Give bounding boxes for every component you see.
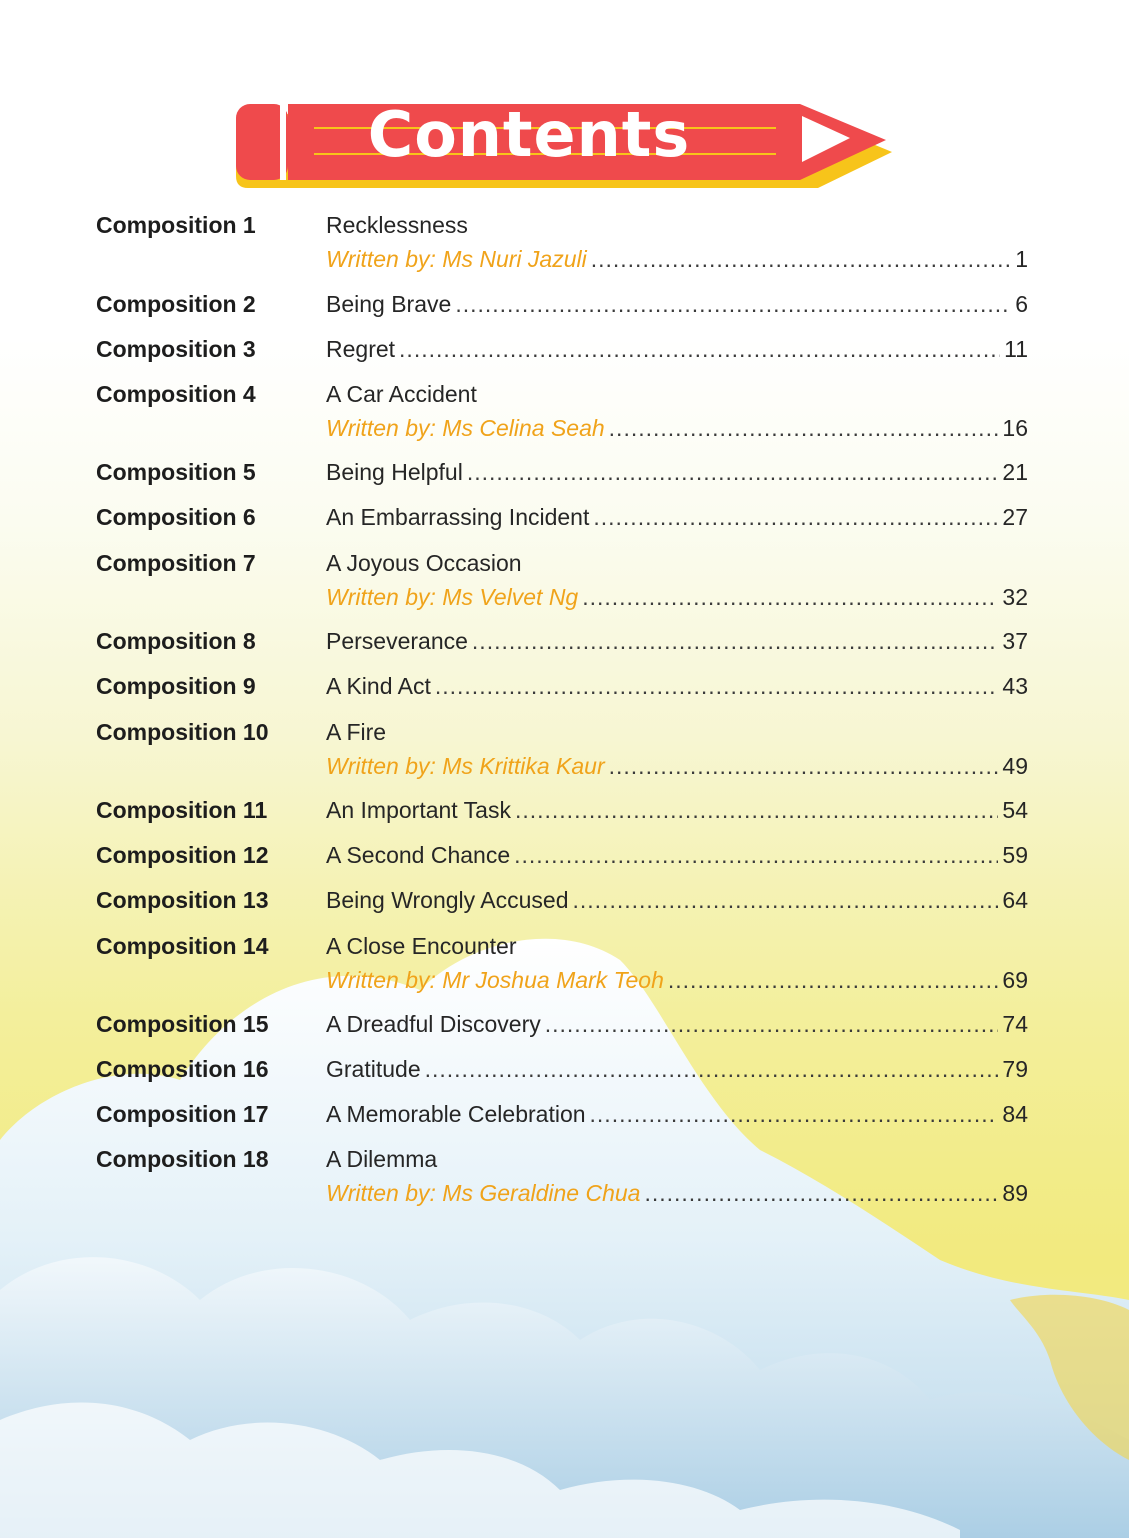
composition-title: A Joyous Occasion [326,550,522,576]
dot-leader [609,753,999,780]
composition-label: Composition 18 [96,1146,269,1172]
composition-title: Being Brave [326,291,452,317]
composition-label: Composition 12 [96,842,269,868]
page-number: 37 [1002,628,1028,654]
dot-leader [591,246,1011,273]
composition-title: A Second Chance [326,842,511,868]
composition-label: Composition 6 [96,504,256,530]
composition-title: Regret [326,336,396,362]
dot-leader [467,459,999,486]
composition-label: Composition 5 [96,459,256,485]
author-credit: Written by: Ms Velvet Ng [326,584,579,610]
dot-leader [472,628,998,655]
contents-header [230,96,900,192]
page-number: 49 [1002,753,1028,779]
page-number: 74 [1002,1011,1028,1037]
author-credit: Written by: Mr Joshua Mark Teoh [326,967,664,993]
dot-leader [435,673,999,700]
author-credit: Written by: Ms Nuri Jazuli [326,246,587,272]
dot-leader [644,1180,998,1207]
composition-title: Being Wrongly Accused [326,887,569,913]
dot-leader [425,1056,999,1083]
page-number: 11 [1004,336,1028,362]
page-number: 43 [1002,673,1028,699]
page-number: 89 [1002,1180,1028,1206]
composition-label: Composition 9 [96,673,256,699]
page-title: Contents [367,98,691,171]
dot-leader [590,1101,999,1128]
composition-title: An Embarrassing Incident [326,504,590,530]
author-credit: Written by: Ms Geraldine Chua [326,1180,641,1206]
author-credit: Written by: Ms Krittika Kaur [326,753,605,779]
page-number: 54 [1002,797,1028,823]
dot-leader [545,1011,999,1038]
composition-label: Composition 14 [96,933,269,959]
composition-title: Perseverance [326,628,468,654]
composition-label: Composition 8 [96,628,256,654]
composition-label: Composition 13 [96,887,269,913]
page-number: 84 [1002,1101,1028,1127]
page-number: 6 [1015,291,1028,317]
composition-title: An Important Task [326,797,511,823]
composition-title: A Kind Act [326,673,431,699]
page-number: 79 [1002,1056,1028,1082]
composition-title: Gratitude [326,1056,421,1082]
composition-title: A Memorable Celebration [326,1101,586,1127]
page-number: 16 [1002,415,1028,441]
composition-label: Composition 7 [96,550,256,576]
author-credit: Written by: Ms Celina Seah [326,415,605,441]
composition-label: Composition 3 [96,336,256,362]
page-number: 59 [1002,842,1028,868]
page-number: 32 [1002,584,1028,610]
dot-leader [582,584,998,611]
composition-label: Composition 10 [96,719,269,745]
composition-title: A Close Encounter [326,933,517,959]
composition-label: Composition 11 [96,797,268,823]
composition-label: Composition 15 [96,1011,269,1037]
dot-leader [514,842,998,869]
composition-title: Being Helpful [326,459,463,485]
page-number: 1 [1015,246,1028,272]
composition-title: A Dilemma [326,1146,438,1172]
composition-label: Composition 17 [96,1101,269,1127]
composition-label: Composition 2 [96,291,256,317]
composition-label: Composition 4 [96,381,256,407]
composition-title: A Fire [326,719,387,745]
page-number: 64 [1002,887,1028,913]
dot-leader [573,887,999,914]
page-number: 69 [1002,967,1028,993]
composition-label: Composition 1 [96,212,256,238]
dot-leader [668,967,999,994]
composition-title: A Car Accident [326,381,477,407]
dot-leader [455,291,1011,318]
dot-leader [593,504,998,531]
composition-title: A Dreadful Discovery [326,1011,541,1037]
page-number: 21 [1002,459,1028,485]
dot-leader [399,336,1000,363]
page-number: 27 [1002,504,1028,530]
dot-leader [515,797,998,824]
composition-title: Recklessness [326,212,468,238]
composition-label: Composition 16 [96,1056,269,1082]
dot-leader [609,415,999,442]
